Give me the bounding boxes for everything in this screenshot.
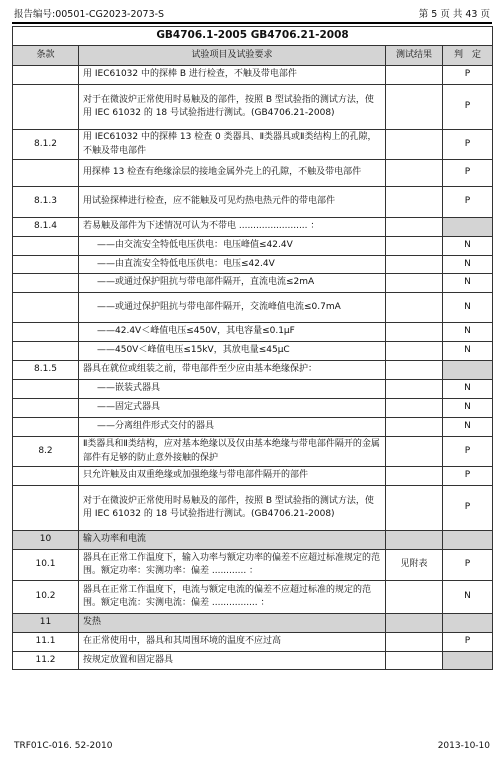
table-row bbox=[13, 486, 493, 531]
item-cell: ——分离组件形式交付的器具 bbox=[79, 418, 386, 437]
issue-date: 2013-10-10 bbox=[437, 741, 490, 751]
item-cell: 器具在正常工作温度下，输入功率与额定功率的偏差不应超过标准规定的范围。额定功率：实测功率：偏差 ............ ： bbox=[79, 550, 386, 581]
clause-cell: 10.1 bbox=[13, 550, 79, 581]
result-cell bbox=[386, 256, 443, 274]
result-cell bbox=[386, 467, 443, 486]
item-cell: ——嵌装式器具 bbox=[79, 380, 386, 399]
clause-cell bbox=[13, 418, 79, 437]
verdict-cell: P bbox=[443, 486, 493, 531]
column-header-item: 试验项目及试验要求 bbox=[79, 46, 386, 66]
result-cell bbox=[386, 633, 443, 652]
verdict-cell bbox=[443, 614, 493, 633]
clause-cell: 8.1.5 bbox=[13, 361, 79, 380]
table-row bbox=[13, 550, 493, 581]
verdict-cell: N bbox=[443, 581, 493, 614]
table-row bbox=[13, 85, 493, 130]
item-cell: 器具在正常工作温度下，电流与额定电流的偏差不应超过标准的规定的范围。额定电流：实测电流：偏差 ................ ： bbox=[79, 581, 386, 614]
clause-cell: 11.1 bbox=[13, 633, 79, 652]
verdict-cell: P bbox=[443, 467, 493, 486]
item-cell: 在正常使用中，器具和其周围环境的温度不应过高 bbox=[79, 633, 386, 652]
clause-cell bbox=[13, 237, 79, 256]
result-cell bbox=[386, 380, 443, 399]
table-row bbox=[13, 66, 493, 85]
table-row bbox=[13, 218, 493, 237]
item-cell: 只允许触及由双重绝缘或加强绝缘与带电部件隔开的部件 bbox=[79, 467, 386, 486]
item-cell: ——或通过保护阻抗与带电部件隔开，交流峰值电流≤0.7mA bbox=[79, 293, 386, 323]
item-cell: ——固定式器具 bbox=[79, 399, 386, 418]
clause-cell: 10 bbox=[13, 531, 79, 550]
clause-cell: 8.1.2 bbox=[13, 130, 79, 160]
page-indicator: 第 5 页 共 43 页 bbox=[418, 9, 490, 20]
clause-cell bbox=[13, 486, 79, 531]
standard-title: GB4706.1-2005 GB4706.21-2008 bbox=[13, 27, 493, 46]
item-cell: 若易触及部件为下述情况可认为不带电 ........................ ： bbox=[79, 218, 386, 237]
verdict-cell bbox=[443, 361, 493, 380]
clause-cell bbox=[13, 85, 79, 130]
verdict-cell: P bbox=[443, 187, 493, 218]
clause-cell: 8.1.3 bbox=[13, 187, 79, 218]
result-cell bbox=[386, 614, 443, 633]
result-cell bbox=[386, 323, 443, 342]
verdict-cell: N bbox=[443, 323, 493, 342]
result-cell bbox=[386, 418, 443, 437]
clause-cell bbox=[13, 256, 79, 274]
verdict-cell: P bbox=[443, 633, 493, 652]
result-cell bbox=[386, 437, 443, 467]
clause-cell bbox=[13, 323, 79, 342]
table-row bbox=[13, 342, 493, 361]
verdict-cell: N bbox=[443, 237, 493, 256]
section-row bbox=[13, 614, 493, 633]
report-number: 报告编号:00501-CG2023-2073-S bbox=[14, 9, 165, 20]
result-cell bbox=[386, 85, 443, 130]
clause-cell: 8.1.4 bbox=[13, 218, 79, 237]
clause-cell: 10.2 bbox=[13, 581, 79, 614]
clause-cell bbox=[13, 66, 79, 85]
item-cell: ——由直流安全特低电压供电：电压≤42.4V bbox=[79, 256, 386, 274]
verdict-cell: P bbox=[443, 550, 493, 581]
item-cell: 输入功率和电流 bbox=[79, 531, 386, 550]
table-row bbox=[13, 256, 493, 274]
verdict-cell: N bbox=[443, 274, 493, 293]
result-cell bbox=[386, 218, 443, 237]
column-header-result: 测试结果 bbox=[386, 46, 443, 66]
item-cell: 用 IEC61032 中的探棒 13 检查 0 类器具、Ⅱ类器具或Ⅱ类结构上的孔隙，不触及带电部件 bbox=[79, 130, 386, 160]
result-cell bbox=[386, 361, 443, 380]
item-cell: 用 IEC61032 中的探棒 B 进行检查，不触及带电部件 bbox=[79, 66, 386, 85]
result-cell bbox=[386, 187, 443, 218]
verdict-cell: P bbox=[443, 130, 493, 160]
result-cell bbox=[386, 399, 443, 418]
item-cell: 对于在微波炉正常使用时易触及的部件，按照 B 型试验指的测试方法，使用 IEC 61032 的 18 号试验指进行测试。(GB4706.21-2008) bbox=[79, 486, 386, 531]
result-cell bbox=[386, 130, 443, 160]
verdict-cell bbox=[443, 218, 493, 237]
table-row bbox=[13, 437, 493, 467]
result-cell bbox=[386, 274, 443, 293]
result-cell bbox=[386, 531, 443, 550]
column-header-verdict: 判 定 bbox=[443, 46, 493, 66]
clause-cell bbox=[13, 160, 79, 187]
clause-cell: 11.2 bbox=[13, 652, 79, 670]
item-cell: ——450V＜峰值电压≤15kV，其放电量≤45μC bbox=[79, 342, 386, 361]
clause-cell bbox=[13, 293, 79, 323]
verdict-cell bbox=[443, 652, 493, 670]
verdict-cell: P bbox=[443, 437, 493, 467]
table-row bbox=[13, 399, 493, 418]
clause-cell: 8.2 bbox=[13, 437, 79, 467]
result-cell bbox=[386, 342, 443, 361]
clause-cell: 11 bbox=[13, 614, 79, 633]
column-header-clause: 条款 bbox=[13, 46, 79, 66]
verdict-cell: N bbox=[443, 342, 493, 361]
column-header-row bbox=[13, 46, 493, 66]
table-row bbox=[13, 187, 493, 218]
verdict-cell bbox=[443, 531, 493, 550]
form-number: TRF01C-016. 52-2010 bbox=[14, 741, 113, 751]
clause-cell bbox=[13, 380, 79, 399]
item-cell: 用探棒 13 检查有绝缘涂层的接地金属外壳上的孔隙，不触及带电部件 bbox=[79, 160, 386, 187]
verdict-cell: N bbox=[443, 256, 493, 274]
verdict-cell: N bbox=[443, 418, 493, 437]
table-row bbox=[13, 361, 493, 380]
verdict-cell: P bbox=[443, 66, 493, 85]
result-cell bbox=[386, 66, 443, 85]
header-rule bbox=[12, 22, 492, 24]
result-cell bbox=[386, 581, 443, 614]
verdict-cell: P bbox=[443, 160, 493, 187]
table-body bbox=[13, 66, 493, 670]
clause-cell bbox=[13, 342, 79, 361]
result-cell bbox=[386, 293, 443, 323]
verdict-cell: P bbox=[443, 85, 493, 130]
item-cell: ——42.4V＜峰值电压≤450V，其电容量≤0.1μF bbox=[79, 323, 386, 342]
table-row bbox=[13, 380, 493, 399]
section-row bbox=[13, 531, 493, 550]
table-row bbox=[13, 323, 493, 342]
table-row bbox=[13, 418, 493, 437]
item-cell: 用试验探棒进行检查，应不能触及可见灼热电热元件的带电部件 bbox=[79, 187, 386, 218]
table-row bbox=[13, 652, 493, 670]
clause-cell bbox=[13, 399, 79, 418]
item-cell: 器具在就位或组装之前，带电部件至少应由基本绝缘保护： bbox=[79, 361, 386, 380]
table-row bbox=[13, 581, 493, 614]
result-cell: 见附表 bbox=[386, 550, 443, 581]
test-report-table bbox=[12, 26, 493, 670]
item-cell: Ⅱ类器具和Ⅱ类结构，应对基本绝缘以及仅由基本绝缘与带电部件隔开的金属部件有足够的防止意外接触的保护 bbox=[79, 437, 386, 467]
table-row bbox=[13, 293, 493, 323]
clause-cell bbox=[13, 274, 79, 293]
result-cell bbox=[386, 652, 443, 670]
item-cell: 对于在微波炉正常使用时易触及的部件，按照 B 型试验指的测试方法，使用 IEC 61032 的 18 号试验指进行测试。(GB4706.21-2008) bbox=[79, 85, 386, 130]
table-row bbox=[13, 633, 493, 652]
table-row bbox=[13, 160, 493, 187]
item-cell: ——由交流安全特低电压供电：电压峰值≤42.4V bbox=[79, 237, 386, 256]
result-cell bbox=[386, 237, 443, 256]
standard-title-row bbox=[13, 27, 493, 46]
verdict-cell: N bbox=[443, 399, 493, 418]
clause-cell bbox=[13, 467, 79, 486]
table-row bbox=[13, 130, 493, 160]
result-cell bbox=[386, 486, 443, 531]
verdict-cell: N bbox=[443, 380, 493, 399]
table-row bbox=[13, 467, 493, 486]
verdict-cell: N bbox=[443, 293, 493, 323]
table-row bbox=[13, 237, 493, 256]
item-cell: ——或通过保护阻抗与带电部件隔开，直流电流≤2mA bbox=[79, 274, 386, 293]
item-cell: 发热 bbox=[79, 614, 386, 633]
table-row bbox=[13, 274, 493, 293]
result-cell bbox=[386, 160, 443, 187]
item-cell: 按规定放置和固定器具 bbox=[79, 652, 386, 670]
